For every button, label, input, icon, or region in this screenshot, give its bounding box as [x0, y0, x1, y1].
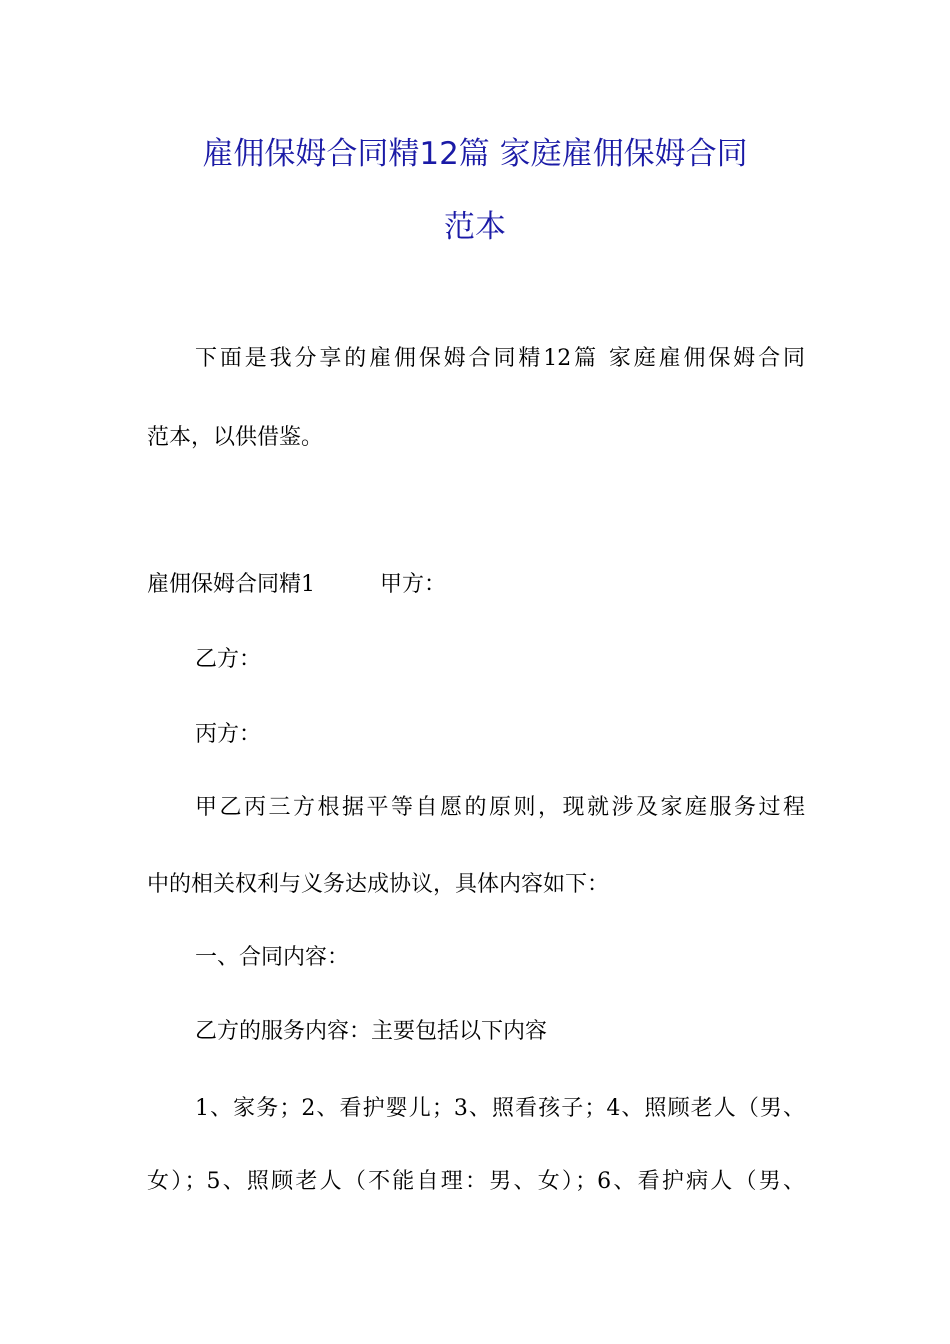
party-c-label: 丙方：: [195, 722, 262, 747]
service-items-line-1: 1、家务；2、看护婴儿；3、照看孩子；4、照顾老人（男、: [195, 1096, 805, 1121]
intro-paragraph-line-2: 范本，以供借鉴。: [147, 425, 324, 450]
agreement-paragraph-line-2: 中的相关权利与义务达成协议，具体内容如下：: [147, 872, 610, 897]
service-items-line-2: 女）；5、照顾老人（不能自理：男、女）；6、看护病人（男、: [147, 1169, 805, 1194]
document-title-line-2: 范本: [444, 209, 506, 245]
party-a-label: 甲方：: [380, 572, 447, 597]
service-content-line: 乙方的服务内容：主要包括以下内容: [195, 1019, 548, 1044]
clause-1-heading: 一、合同内容：: [195, 945, 350, 970]
agreement-paragraph-line-1: 甲乙丙三方根据平等自愿的原则，现就涉及家庭服务过程: [195, 795, 805, 820]
section-heading: 雇佣保姆合同精1: [147, 572, 315, 597]
document-title-line-1: 雇佣保姆合同精12篇 家庭雇佣保姆合同: [202, 136, 748, 172]
intro-paragraph-line-1: 下面是我分享的雇佣保姆合同精12篇 家庭雇佣保姆合同: [195, 346, 805, 371]
party-b-label: 乙方：: [195, 647, 262, 672]
